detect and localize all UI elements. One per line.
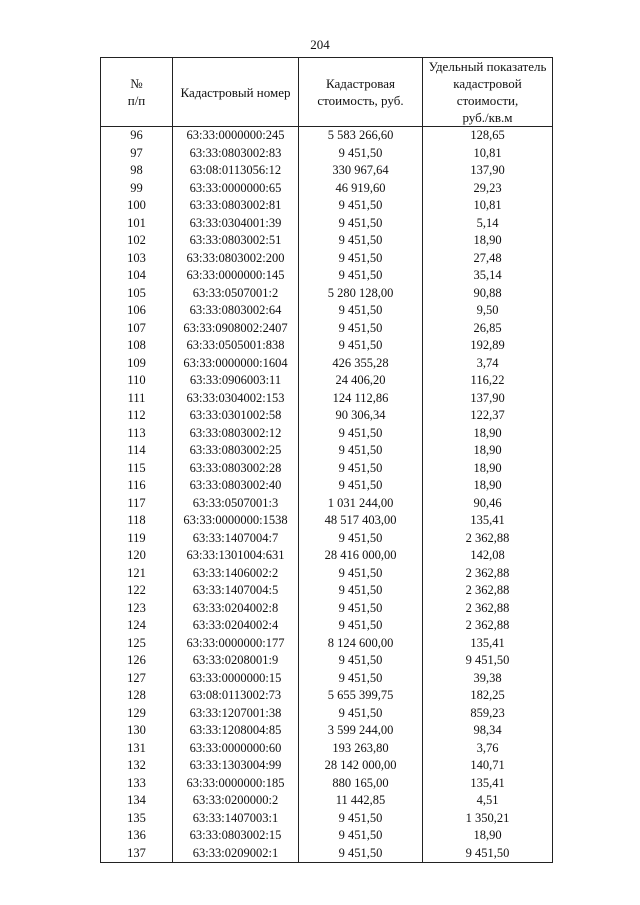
cadastral-value-cell: 9 451,50 — [299, 337, 423, 355]
cadastral-value-cell: 9 451,50 — [299, 477, 423, 495]
table-row — [101, 215, 553, 233]
cadastral-value-cell: 9 451,50 — [299, 302, 423, 320]
table-row — [101, 495, 553, 513]
table-row — [101, 775, 553, 793]
table-row — [101, 477, 553, 495]
cadastral-number-cell: 63:33:1407004:5 — [173, 582, 299, 600]
table-row — [101, 442, 553, 460]
cadastral-number-cell: 63:33:1207001:38 — [173, 705, 299, 723]
row-number-cell: 131 — [101, 740, 173, 758]
specific-indicator-cell: 29,23 — [423, 180, 553, 198]
specific-indicator-cell: 140,71 — [423, 757, 553, 775]
cadastral-number-cell: 63:08:0113002:73 — [173, 687, 299, 705]
specific-indicator-cell: 2 362,88 — [423, 565, 553, 583]
specific-indicator-cell: 2 362,88 — [423, 530, 553, 548]
table-row — [101, 705, 553, 723]
row-number-cell: 134 — [101, 792, 173, 810]
specific-indicator-cell: 9 451,50 — [423, 845, 553, 863]
row-number-cell: 135 — [101, 810, 173, 828]
table-row — [101, 302, 553, 320]
specific-indicator-cell: 5,14 — [423, 215, 553, 233]
table-row — [101, 162, 553, 180]
table-row — [101, 547, 553, 565]
row-number-cell: 111 — [101, 390, 173, 408]
row-number-cell: 97 — [101, 145, 173, 163]
row-number-cell: 101 — [101, 215, 173, 233]
cadastral-value-cell: 9 451,50 — [299, 600, 423, 618]
table-row — [101, 337, 553, 355]
cadastral-value-cell: 46 919,60 — [299, 180, 423, 198]
cadastral-value-table — [100, 57, 553, 863]
cadastral-value-cell: 24 406,20 — [299, 372, 423, 390]
cadastral-number-cell: 63:33:0301002:58 — [173, 407, 299, 425]
table-row — [101, 197, 553, 215]
cadastral-number-cell: 63:33:0000000:60 — [173, 740, 299, 758]
row-number-cell: 123 — [101, 600, 173, 618]
table-row — [101, 565, 553, 583]
cadastral-number-cell: 63:33:0803002:15 — [173, 827, 299, 845]
cadastral-number-cell: 63:33:1301004:631 — [173, 547, 299, 565]
row-number-cell: 112 — [101, 407, 173, 425]
table-row — [101, 180, 553, 198]
table-row — [101, 145, 553, 163]
cadastral-value-cell: 9 451,50 — [299, 845, 423, 863]
cadastral-number-cell: 63:33:0000000:185 — [173, 775, 299, 793]
specific-indicator-cell: 10,81 — [423, 145, 553, 163]
specific-indicator-cell: 137,90 — [423, 162, 553, 180]
specific-indicator-cell: 39,38 — [423, 670, 553, 688]
cadastral-value-cell: 9 451,50 — [299, 215, 423, 233]
table-row — [101, 687, 553, 705]
specific-indicator-cell: 3,76 — [423, 740, 553, 758]
specific-indicator-cell: 116,22 — [423, 372, 553, 390]
row-number-cell: 117 — [101, 495, 173, 513]
table-row — [101, 722, 553, 740]
cadastral-number-cell: 63:33:1407004:7 — [173, 530, 299, 548]
cadastral-value-cell: 9 451,50 — [299, 670, 423, 688]
cadastral-value-cell: 9 451,50 — [299, 810, 423, 828]
specific-indicator-cell: 98,34 — [423, 722, 553, 740]
row-number-cell: 102 — [101, 232, 173, 250]
cadastral-number-cell: 63:33:0906003:11 — [173, 372, 299, 390]
table-row — [101, 372, 553, 390]
specific-indicator-cell: 18,90 — [423, 442, 553, 460]
cadastral-number-cell: 63:33:0505001:838 — [173, 337, 299, 355]
cadastral-value-cell: 5 583 266,60 — [299, 127, 423, 145]
cadastral-number-cell: 63:33:0204002:4 — [173, 617, 299, 635]
row-number-cell: 103 — [101, 250, 173, 268]
cadastral-number-cell: 63:33:0803002:12 — [173, 425, 299, 443]
cadastral-number-cell: 63:33:1208004:85 — [173, 722, 299, 740]
row-number-cell: 124 — [101, 617, 173, 635]
specific-indicator-cell: 18,90 — [423, 425, 553, 443]
row-number-cell: 99 — [101, 180, 173, 198]
cadastral-value-cell: 9 451,50 — [299, 827, 423, 845]
cadastral-value-cell: 8 124 600,00 — [299, 635, 423, 653]
table-row — [101, 355, 553, 373]
cadastral-number-cell: 63:33:0507001:3 — [173, 495, 299, 513]
cadastral-value-cell: 9 451,50 — [299, 460, 423, 478]
row-number-cell: 98 — [101, 162, 173, 180]
header-row-number: № п/п — [101, 58, 173, 127]
cadastral-value-cell: 9 451,50 — [299, 197, 423, 215]
row-number-cell: 130 — [101, 722, 173, 740]
cadastral-number-cell: 63:33:0304001:39 — [173, 215, 299, 233]
header-specific-indicator: Удельный показатель кадастровой стоимости, руб./кв.м — [423, 58, 553, 127]
cadastral-value-cell: 11 442,85 — [299, 792, 423, 810]
cadastral-value-cell: 5 280 128,00 — [299, 285, 423, 303]
specific-indicator-cell: 128,65 — [423, 127, 553, 145]
table-row — [101, 670, 553, 688]
row-number-cell: 113 — [101, 425, 173, 443]
table-row — [101, 232, 553, 250]
specific-indicator-cell: 122,37 — [423, 407, 553, 425]
specific-indicator-cell: 859,23 — [423, 705, 553, 723]
specific-indicator-cell: 18,90 — [423, 477, 553, 495]
cadastral-value-cell: 9 451,50 — [299, 145, 423, 163]
row-number-cell: 100 — [101, 197, 173, 215]
table-row — [101, 792, 553, 810]
row-number-cell: 125 — [101, 635, 173, 653]
cadastral-number-cell: 63:33:0000000:1538 — [173, 512, 299, 530]
cadastral-value-cell: 90 306,34 — [299, 407, 423, 425]
table-row — [101, 250, 553, 268]
table-row — [101, 582, 553, 600]
row-number-cell: 107 — [101, 320, 173, 338]
cadastral-value-cell: 9 451,50 — [299, 565, 423, 583]
specific-indicator-cell: 1 350,21 — [423, 810, 553, 828]
row-number-cell: 109 — [101, 355, 173, 373]
table-row — [101, 320, 553, 338]
specific-indicator-cell: 182,25 — [423, 687, 553, 705]
row-number-cell: 104 — [101, 267, 173, 285]
specific-indicator-cell: 2 362,88 — [423, 600, 553, 618]
row-number-cell: 105 — [101, 285, 173, 303]
cadastral-value-cell: 9 451,50 — [299, 530, 423, 548]
cadastral-number-cell: 63:33:0803002:81 — [173, 197, 299, 215]
table-row — [101, 740, 553, 758]
cadastral-value-cell: 28 142 000,00 — [299, 757, 423, 775]
table-row — [101, 285, 553, 303]
specific-indicator-cell: 137,90 — [423, 390, 553, 408]
cadastral-value-cell: 9 451,50 — [299, 705, 423, 723]
row-number-cell: 116 — [101, 477, 173, 495]
cadastral-value-cell: 9 451,50 — [299, 617, 423, 635]
cadastral-value-cell: 9 451,50 — [299, 232, 423, 250]
cadastral-number-cell: 63:33:0803002:28 — [173, 460, 299, 478]
table-body — [101, 127, 553, 863]
table-row — [101, 635, 553, 653]
cadastral-number-cell: 63:33:0908002:2407 — [173, 320, 299, 338]
specific-indicator-cell: 4,51 — [423, 792, 553, 810]
cadastral-value-cell: 9 451,50 — [299, 442, 423, 460]
cadastral-number-cell: 63:33:0209002:1 — [173, 845, 299, 863]
page-number: 204 — [310, 37, 330, 52]
cadastral-number-cell: 63:33:0000000:1604 — [173, 355, 299, 373]
row-number-cell: 137 — [101, 845, 173, 863]
cadastral-number-cell: 63:33:0000000:145 — [173, 267, 299, 285]
cadastral-value-cell: 48 517 403,00 — [299, 512, 423, 530]
cadastral-number-cell: 63:33:0803002:200 — [173, 250, 299, 268]
cadastral-value-cell: 426 355,28 — [299, 355, 423, 373]
specific-indicator-cell: 135,41 — [423, 635, 553, 653]
row-number-cell: 110 — [101, 372, 173, 390]
row-number-cell: 121 — [101, 565, 173, 583]
cadastral-number-cell: 63:33:0507001:2 — [173, 285, 299, 303]
table-row — [101, 390, 553, 408]
row-number-cell: 128 — [101, 687, 173, 705]
specific-indicator-cell: 35,14 — [423, 267, 553, 285]
table-row — [101, 460, 553, 478]
cadastral-value-cell: 880 165,00 — [299, 775, 423, 793]
specific-indicator-cell: 2 362,88 — [423, 617, 553, 635]
cadastral-value-cell: 9 451,50 — [299, 652, 423, 670]
cadastral-number-cell: 63:33:0803002:83 — [173, 145, 299, 163]
row-number-cell: 118 — [101, 512, 173, 530]
table-row — [101, 530, 553, 548]
row-number-cell: 115 — [101, 460, 173, 478]
specific-indicator-cell: 26,85 — [423, 320, 553, 338]
cadastral-number-cell: 63:33:0200000:2 — [173, 792, 299, 810]
table-row — [101, 267, 553, 285]
cadastral-value-cell: 3 599 244,00 — [299, 722, 423, 740]
specific-indicator-cell: 9,50 — [423, 302, 553, 320]
cadastral-value-cell: 1 031 244,00 — [299, 495, 423, 513]
table-row — [101, 810, 553, 828]
cadastral-number-cell: 63:33:0803002:64 — [173, 302, 299, 320]
row-number-cell: 122 — [101, 582, 173, 600]
cadastral-value-cell: 9 451,50 — [299, 267, 423, 285]
specific-indicator-cell: 3,74 — [423, 355, 553, 373]
cadastral-number-cell: 63:33:0208001:9 — [173, 652, 299, 670]
specific-indicator-cell: 2 362,88 — [423, 582, 553, 600]
cadastral-number-cell: 63:33:0803002:40 — [173, 477, 299, 495]
specific-indicator-cell: 90,88 — [423, 285, 553, 303]
cadastral-number-cell: 63:33:1303004:99 — [173, 757, 299, 775]
cadastral-value-cell: 5 655 399,75 — [299, 687, 423, 705]
table-row — [101, 757, 553, 775]
specific-indicator-cell: 192,89 — [423, 337, 553, 355]
cadastral-number-cell: 63:33:0000000:177 — [173, 635, 299, 653]
specific-indicator-cell: 135,41 — [423, 512, 553, 530]
cadastral-number-cell: 63:33:0000000:65 — [173, 180, 299, 198]
cadastral-number-cell: 63:33:0803002:25 — [173, 442, 299, 460]
row-number-cell: 129 — [101, 705, 173, 723]
specific-indicator-cell: 27,48 — [423, 250, 553, 268]
specific-indicator-cell: 9 451,50 — [423, 652, 553, 670]
specific-indicator-cell: 18,90 — [423, 827, 553, 845]
table-row — [101, 845, 553, 863]
table-row — [101, 827, 553, 845]
cadastral-value-cell: 9 451,50 — [299, 582, 423, 600]
cadastral-value-cell: 9 451,50 — [299, 425, 423, 443]
table-row — [101, 600, 553, 618]
table-row — [101, 512, 553, 530]
cadastral-number-cell: 63:33:0803002:51 — [173, 232, 299, 250]
table-header-row — [101, 58, 553, 127]
row-number-cell: 106 — [101, 302, 173, 320]
cadastral-value-cell: 124 112,86 — [299, 390, 423, 408]
specific-indicator-cell: 90,46 — [423, 495, 553, 513]
row-number-cell: 119 — [101, 530, 173, 548]
row-number-cell: 126 — [101, 652, 173, 670]
cadastral-number-cell: 63:33:1406002:2 — [173, 565, 299, 583]
cadastral-number-cell: 63:08:0113056:12 — [173, 162, 299, 180]
table-row — [101, 407, 553, 425]
specific-indicator-cell: 18,90 — [423, 232, 553, 250]
specific-indicator-cell: 10,81 — [423, 197, 553, 215]
cadastral-number-cell: 63:33:1407003:1 — [173, 810, 299, 828]
cadastral-value-cell: 330 967,64 — [299, 162, 423, 180]
row-number-cell: 114 — [101, 442, 173, 460]
table-row — [101, 617, 553, 635]
specific-indicator-cell: 142,08 — [423, 547, 553, 565]
cadastral-number-cell: 63:33:0304002:153 — [173, 390, 299, 408]
table-row — [101, 652, 553, 670]
row-number-cell: 108 — [101, 337, 173, 355]
header-cadastral-value: Кадастровая стоимость, руб. — [299, 58, 423, 127]
row-number-cell: 127 — [101, 670, 173, 688]
specific-indicator-cell: 135,41 — [423, 775, 553, 793]
specific-indicator-cell: 18,90 — [423, 460, 553, 478]
row-number-cell: 133 — [101, 775, 173, 793]
row-number-cell: 96 — [101, 127, 173, 145]
cadastral-value-cell: 9 451,50 — [299, 250, 423, 268]
cadastral-number-cell: 63:33:0000000:15 — [173, 670, 299, 688]
cadastral-value-cell: 9 451,50 — [299, 320, 423, 338]
row-number-cell: 120 — [101, 547, 173, 565]
cadastral-number-cell: 63:33:0000000:245 — [173, 127, 299, 145]
table-row — [101, 127, 553, 145]
row-number-cell: 136 — [101, 827, 173, 845]
table-row — [101, 425, 553, 443]
header-cadastral-number: Кадастровый номер — [173, 58, 299, 127]
cadastral-value-cell: 193 263,80 — [299, 740, 423, 758]
row-number-cell: 132 — [101, 757, 173, 775]
cadastral-number-cell: 63:33:0204002:8 — [173, 600, 299, 618]
cadastral-value-cell: 28 416 000,00 — [299, 547, 423, 565]
